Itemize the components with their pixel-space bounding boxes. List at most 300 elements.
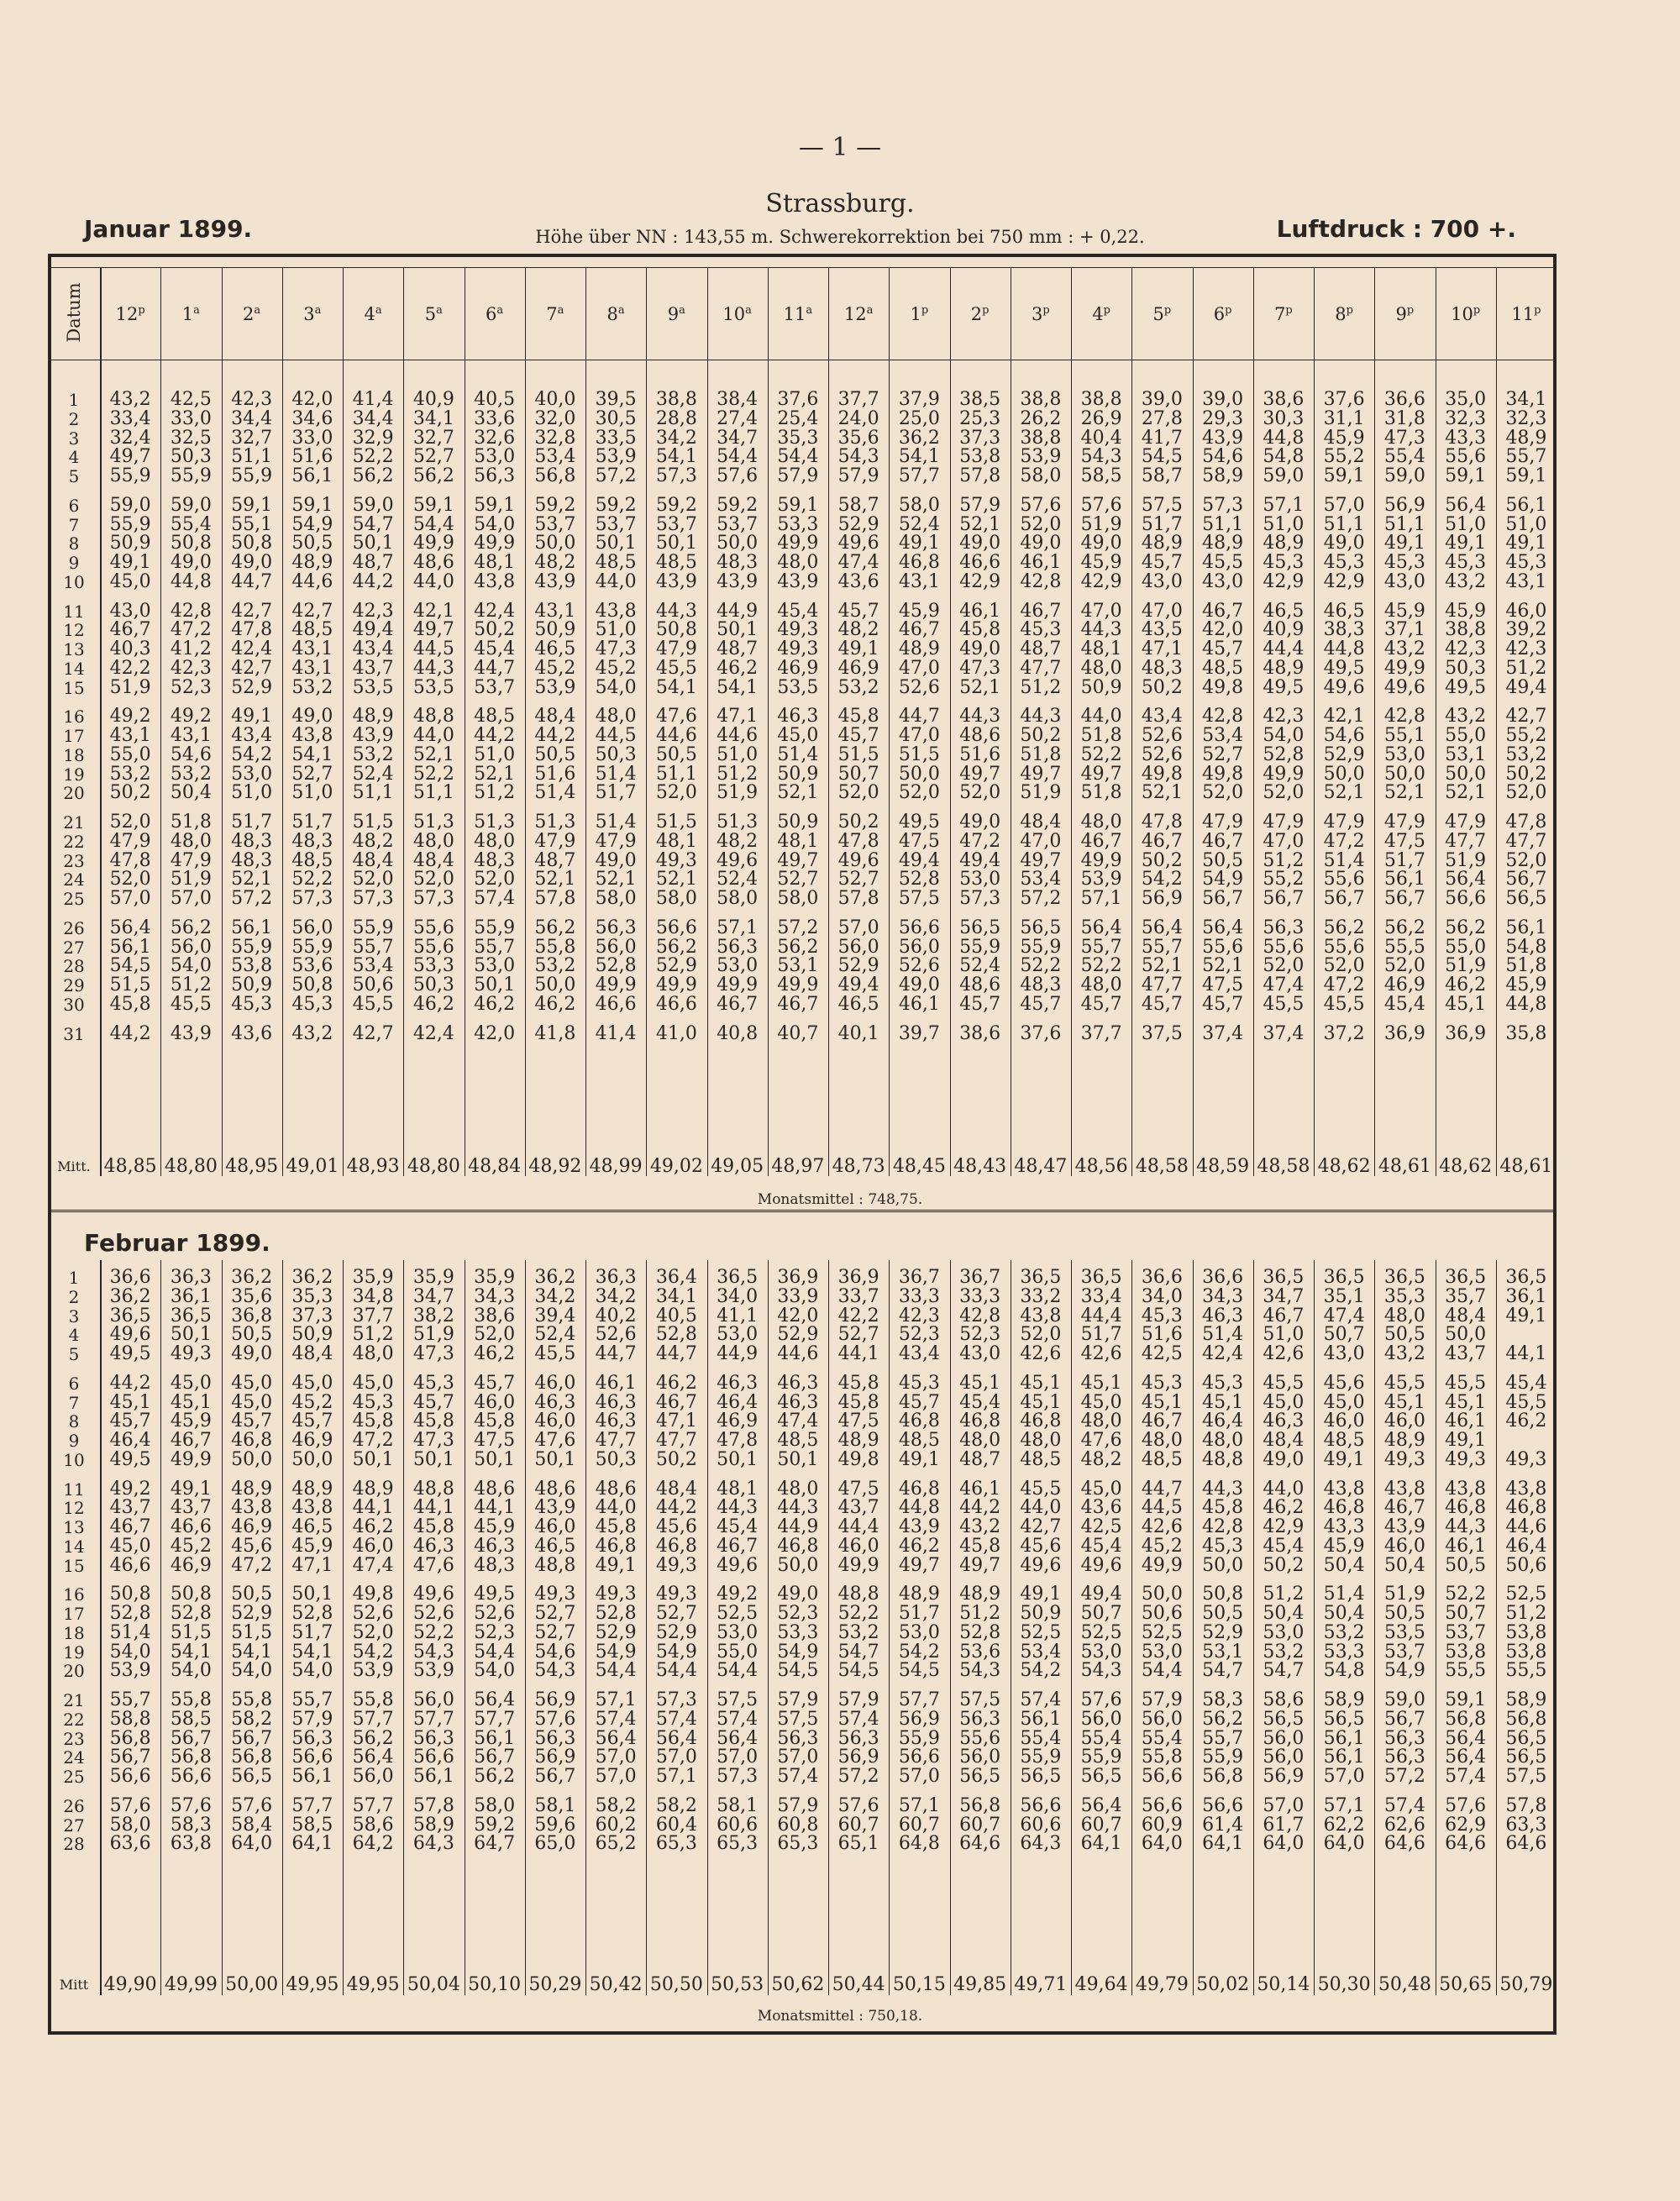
table-cell: 45,8 xyxy=(595,1516,637,1537)
table-cell: 49,0 xyxy=(1263,1448,1305,1470)
table-cell: 51,0 xyxy=(717,743,759,765)
table-cell: 41,7 xyxy=(1141,427,1183,449)
table-cell: 51,7 xyxy=(1141,513,1183,535)
table-cell: 47,3 xyxy=(959,657,1001,679)
table-cell: 44,7 xyxy=(898,706,940,728)
table-cell: 46,7 xyxy=(1020,600,1062,622)
table-cell: 46,6 xyxy=(655,993,697,1015)
table-cell: 60,6 xyxy=(1020,1814,1062,1836)
mitt-cell: 48,58 xyxy=(1257,1156,1310,1177)
table-cell: 56,2 xyxy=(1383,917,1425,938)
table-cell: 33,3 xyxy=(898,1285,940,1307)
table-cell: 46,7 xyxy=(1141,1410,1183,1432)
table-cell: 59,2 xyxy=(474,1814,516,1836)
table-cell: 53,5 xyxy=(412,676,454,698)
table-cell: 58,0 xyxy=(109,1814,151,1836)
table-cell: 51,1 xyxy=(655,763,697,785)
table-cell: 53,4 xyxy=(1202,725,1244,746)
table-cell: 46,1 xyxy=(898,993,940,1015)
table-cell: 41,2 xyxy=(170,638,212,659)
table-cell: 48,4 xyxy=(291,1343,333,1364)
day-number: 8 xyxy=(68,1411,80,1432)
table-cell: 52,1 xyxy=(595,869,637,890)
table-cell: 49,9 xyxy=(1080,849,1122,871)
table-cell: 24,0 xyxy=(837,407,879,429)
table-cell: 48,0 xyxy=(412,830,454,852)
mitt-cell: 50,00 xyxy=(225,1974,279,1995)
table-cell: 44,6 xyxy=(777,1343,819,1364)
table-cell: 42,7 xyxy=(231,600,273,622)
table-cell: 49,6 xyxy=(412,1584,454,1605)
table-cell: 48,3 xyxy=(474,1554,516,1576)
table-cell: 58,0 xyxy=(777,888,819,909)
table-cell: 50,2 xyxy=(837,812,879,833)
table-cell: 50,7 xyxy=(1323,1324,1365,1346)
table-cell: 33,3 xyxy=(959,1285,1001,1307)
table-cell: 47,6 xyxy=(412,1554,454,1576)
table-cell: 54,6 xyxy=(1202,446,1244,468)
table-cell: 50,0 xyxy=(1445,1324,1487,1346)
table-cell: 50,2 xyxy=(109,782,151,804)
table-cell: 42,1 xyxy=(1323,706,1365,728)
table-cell: 47,4 xyxy=(352,1554,394,1576)
table-cell: 45,5 xyxy=(1445,1372,1487,1394)
table-cell: 45,8 xyxy=(109,993,151,1015)
table-cell: 52,6 xyxy=(412,1603,454,1624)
table-cell: 35,0 xyxy=(1445,389,1487,410)
column-header: 5$^p$ xyxy=(1152,304,1172,324)
table-cell: 48,6 xyxy=(474,1478,516,1500)
table-cell: 51,7 xyxy=(291,812,333,833)
table-cell: 51,8 xyxy=(1505,955,1547,977)
table-cell: 47,9 xyxy=(1383,812,1425,833)
table-cell: 45,3 xyxy=(1505,552,1547,573)
table-cell: 36,7 xyxy=(898,1267,940,1288)
day-number: 15 xyxy=(63,1555,85,1576)
table-cell: 55,4 xyxy=(1020,1727,1062,1749)
table-cell: 52,9 xyxy=(655,1621,697,1643)
table-cell: 57,3 xyxy=(655,465,697,486)
table-cell: 33,6 xyxy=(474,407,516,429)
table-cell: 52,0 xyxy=(1383,955,1425,977)
table-cell: 33,0 xyxy=(170,407,212,429)
table-cell: 35,1 xyxy=(1323,1285,1365,1307)
table-cell: 32,5 xyxy=(170,427,212,449)
table-cell: 46,8 xyxy=(898,1478,940,1500)
table-cell: 50,0 xyxy=(534,533,576,554)
table-cell: 62,6 xyxy=(1383,1814,1425,1836)
table-cell: 49,0 xyxy=(959,533,1001,554)
table-cell: 46,2 xyxy=(412,993,454,1015)
table-cell: 56,5 xyxy=(1020,1766,1062,1787)
table-cell: 49,3 xyxy=(655,1554,697,1576)
table-cell: 46,7 xyxy=(898,619,940,641)
table-cell: 55,0 xyxy=(1445,936,1487,958)
table-cell: 51,1 xyxy=(1323,513,1365,535)
table-cell: 52,6 xyxy=(595,1324,637,1346)
table-cell: 57,5 xyxy=(777,1708,819,1730)
table-cell: 54,0 xyxy=(1263,725,1305,746)
table-cell: 36,6 xyxy=(1383,389,1425,410)
table-cell: 57,8 xyxy=(1505,1794,1547,1816)
table-cell: 56,1 xyxy=(1323,1747,1365,1768)
table-cell: 43,8 xyxy=(595,600,637,622)
table-cell: 57,8 xyxy=(412,1794,454,1816)
station-subtitle: Höhe über NN : 143,55 m. Schwerekorrektion bei 750 mm : + 0,22. xyxy=(535,227,1145,247)
table-cell: 42,8 xyxy=(170,600,212,622)
table-cell: 51,7 xyxy=(1383,849,1425,871)
table-cell: 49,7 xyxy=(959,763,1001,785)
table-cell: 48,3 xyxy=(1020,974,1062,995)
table-cell: 48,2 xyxy=(1080,1448,1122,1470)
table-cell: 56,6 xyxy=(291,1747,333,1768)
table-cell: 50,9 xyxy=(777,763,819,785)
table-cell: 52,0 xyxy=(898,782,940,804)
table-cell: 48,9 xyxy=(1383,1430,1425,1451)
column-header: 6$^a$ xyxy=(486,304,504,324)
table-cell: 49,4 xyxy=(837,974,879,995)
table-cell: 50,5 xyxy=(291,533,333,554)
table-cell: 60,7 xyxy=(1080,1814,1122,1836)
table-cell: 55,9 xyxy=(291,936,333,958)
day-number: 11 xyxy=(63,1479,85,1500)
table-cell: 45,3 xyxy=(291,993,333,1015)
table-cell: 56,0 xyxy=(1141,1708,1183,1730)
table-cell: 57,4 xyxy=(777,1766,819,1787)
table-cell: 50,9 xyxy=(291,1324,333,1346)
mitt-label: Mitt xyxy=(59,1977,89,1993)
table-cell: 51,6 xyxy=(534,763,576,785)
table-cell: 53,2 xyxy=(1323,1621,1365,1643)
table-cell: 55,7 xyxy=(1080,936,1122,958)
table-cell: 52,2 xyxy=(291,869,333,890)
table-cell: 53,8 xyxy=(959,446,1001,468)
day-number: 28 xyxy=(63,956,85,977)
table-cell: 54,6 xyxy=(1323,725,1365,746)
table-cell: 43,2 xyxy=(109,389,151,410)
table-cell: 56,6 xyxy=(655,917,697,938)
day-number: 22 xyxy=(63,1709,85,1730)
day-number: 1 xyxy=(68,390,80,410)
table-cell: 57,1 xyxy=(717,917,759,938)
table-cell: 56,4 xyxy=(109,917,151,938)
table-cell: 54,0 xyxy=(170,1660,212,1682)
table-cell: 47,8 xyxy=(231,619,273,641)
table-cell: 48,5 xyxy=(291,619,333,641)
table-cell: 57,5 xyxy=(717,1689,759,1710)
table-cell: 46,2 xyxy=(1505,1410,1547,1432)
table-cell: 57,3 xyxy=(959,888,1001,909)
table-cell: 56,4 xyxy=(655,1727,697,1749)
table-cell: 56,9 xyxy=(534,1689,576,1710)
table-cell: 54,1 xyxy=(291,743,333,765)
table-cell: 62,2 xyxy=(1323,1814,1365,1836)
table-cell: 45,7 xyxy=(1080,993,1122,1015)
table-cell: 48,6 xyxy=(959,974,1001,995)
table-cell: 55,6 xyxy=(412,936,454,958)
table-cell: 56,4 xyxy=(352,1747,394,1768)
table-cell: 48,0 xyxy=(1141,1430,1183,1451)
day-number: 25 xyxy=(63,1767,85,1787)
table-cell: 48,1 xyxy=(474,552,516,573)
table-cell: 56,5 xyxy=(1505,1727,1547,1749)
table-cell: 58,0 xyxy=(717,888,759,909)
table-cell: 51,9 xyxy=(1445,955,1487,977)
table-cell: 42,3 xyxy=(352,600,394,622)
table-cell: 56,7 xyxy=(1383,1708,1425,1730)
table-cell: 47,1 xyxy=(291,1554,333,1576)
table-cell: 49,6 xyxy=(1383,676,1425,698)
table-cell: 49,0 xyxy=(1080,533,1122,554)
table-cell: 43,1 xyxy=(291,638,333,659)
table-cell: 56,6 xyxy=(412,1747,454,1768)
table-cell: 57,4 xyxy=(1445,1766,1487,1787)
table-cell: 50,2 xyxy=(474,619,516,641)
table-cell: 52,6 xyxy=(898,955,940,977)
column-header: 3$^a$ xyxy=(303,304,322,324)
table-cell: 52,0 xyxy=(474,1324,516,1346)
table-cell: 56,3 xyxy=(474,465,516,486)
table-cell: 44,0 xyxy=(595,570,637,592)
table-cell: 56,6 xyxy=(1141,1794,1183,1816)
table-cell: 47,9 xyxy=(109,830,151,852)
table-cell: 36,5 xyxy=(1445,1267,1487,1288)
table-cell: 45,9 xyxy=(291,1535,333,1557)
table-cell: 52,0 xyxy=(1505,849,1547,871)
table-cell: 55,9 xyxy=(231,936,273,958)
table-cell: 50,2 xyxy=(1505,763,1547,785)
table-cell: 52,0 xyxy=(655,782,697,804)
table-cell: 51,9 xyxy=(717,782,759,804)
table-cell: 48,5 xyxy=(1020,1448,1062,1470)
table-cell: 53,2 xyxy=(837,676,879,698)
table-cell: 43,0 xyxy=(1202,570,1244,592)
table-cell: 45,7 xyxy=(959,993,1001,1015)
table-cell: 56,6 xyxy=(109,1766,151,1787)
pressure-label: Luftdruck : 700 +. xyxy=(1276,215,1516,243)
table-cell: 47,7 xyxy=(1505,830,1547,852)
table-cell: 58,3 xyxy=(1202,1689,1244,1710)
table-cell: 52,2 xyxy=(412,1621,454,1643)
table-cell: 43,6 xyxy=(1080,1497,1122,1519)
table-cell: 34,3 xyxy=(474,1285,516,1307)
table-cell: 49,9 xyxy=(777,533,819,554)
table-cell: 53,5 xyxy=(1383,1621,1425,1643)
table-cell: 45,5 xyxy=(1020,1478,1062,1500)
table-cell: 40,4 xyxy=(1080,427,1122,449)
table-cell: 47,3 xyxy=(412,1343,454,1364)
table-cell: 49,2 xyxy=(109,1478,151,1500)
table-cell: 58,9 xyxy=(1323,1689,1365,1710)
table-cell: 46,2 xyxy=(352,1516,394,1537)
table-cell: 44,7 xyxy=(474,657,516,679)
table-cell: 54,6 xyxy=(534,1641,576,1663)
table-cell: 50,8 xyxy=(231,533,273,554)
table-cell: 54,3 xyxy=(1080,446,1122,468)
table-cell: 57,6 xyxy=(717,465,759,486)
table-cell: 48,0 xyxy=(474,830,516,852)
table-cell: 35,8 xyxy=(1505,1022,1547,1044)
table-cell: 45,8 xyxy=(959,619,1001,641)
table-cell: 36,7 xyxy=(959,1267,1001,1288)
table-cell: 51,3 xyxy=(412,812,454,833)
table-cell: 53,9 xyxy=(109,1660,151,1682)
table-cell: 46,8 xyxy=(1505,1497,1547,1519)
table-cell: 54,5 xyxy=(777,1660,819,1682)
table-cell: 51,0 xyxy=(1445,513,1487,535)
table-cell: 45,5 xyxy=(1505,1391,1547,1413)
table-cell: 57,0 xyxy=(595,1747,637,1768)
table-cell: 48,9 xyxy=(1263,657,1305,679)
table-cell: 54,1 xyxy=(231,1641,273,1663)
table-cell: 55,6 xyxy=(1202,936,1244,958)
table-cell: 56,5 xyxy=(1020,917,1062,938)
table-cell: 45,6 xyxy=(231,1535,273,1557)
table-cell: 46,7 xyxy=(717,1535,759,1557)
table-cell: 57,6 xyxy=(1445,1794,1487,1816)
table-cell: 48,7 xyxy=(959,1448,1001,1470)
table-cell: 45,9 xyxy=(1323,1535,1365,1557)
table-cell: 50,7 xyxy=(837,763,879,785)
table-cell: 54,1 xyxy=(291,1641,333,1663)
table-cell: 56,0 xyxy=(898,936,940,958)
table-cell: 46,0 xyxy=(474,1391,516,1413)
table-cell: 50,2 xyxy=(1263,1554,1305,1576)
day-number: 18 xyxy=(63,1622,85,1643)
table-cell: 54,3 xyxy=(412,1641,454,1663)
table-cell: 46,8 xyxy=(655,1535,697,1557)
table-cell: 42,3 xyxy=(231,389,273,410)
table-cell: 52,7 xyxy=(534,1603,576,1624)
table-cell: 43,8 xyxy=(291,1497,333,1519)
table-cell: 42,2 xyxy=(109,657,151,679)
table-cell: 43,8 xyxy=(291,725,333,746)
table-cell: 57,2 xyxy=(231,888,273,909)
table-cell: 54,0 xyxy=(474,1660,516,1682)
table-cell: 64,3 xyxy=(412,1833,454,1855)
table-cell: 34,7 xyxy=(717,427,759,449)
table-cell: 56,4 xyxy=(1080,917,1122,938)
table-cell: 42,8 xyxy=(1020,570,1062,592)
table-cell: 56,2 xyxy=(352,465,394,486)
table-cell: 59,1 xyxy=(231,494,273,516)
table-cell: 52,4 xyxy=(898,513,940,535)
table-cell: 38,2 xyxy=(412,1305,454,1326)
table-cell: 64,7 xyxy=(474,1833,516,1855)
table-cell: 36,5 xyxy=(1020,1267,1062,1288)
table-cell: 47,9 xyxy=(1445,812,1487,833)
table-cell: 57,7 xyxy=(412,1708,454,1730)
table-cell: 55,7 xyxy=(1202,1727,1244,1749)
table-cell: 46,8 xyxy=(231,1430,273,1451)
table-cell: 56,0 xyxy=(1080,1708,1122,1730)
table-cell: 56,6 xyxy=(1141,1766,1183,1787)
table-cell: 45,9 xyxy=(170,1410,212,1432)
table-cell: 36,9 xyxy=(1383,1022,1425,1044)
table-cell: 50,5 xyxy=(1383,1603,1425,1624)
table-cell: 47,1 xyxy=(655,1410,697,1432)
table-cell: 52,0 xyxy=(352,1621,394,1643)
table-cell: 45,2 xyxy=(595,657,637,679)
table-cell: 45,3 xyxy=(1263,552,1305,573)
table-cell: 45,7 xyxy=(412,1391,454,1413)
table-cell: 49,6 xyxy=(1020,1554,1062,1576)
table-cell: 48,5 xyxy=(1141,1448,1183,1470)
table-cell: 51,1 xyxy=(412,782,454,804)
table-cell: 33,5 xyxy=(595,427,637,449)
table-cell: 51,1 xyxy=(1383,513,1425,535)
table-cell: 36,5 xyxy=(1383,1267,1425,1288)
table-cell: 53,0 xyxy=(231,763,273,785)
table-cell: 46,0 xyxy=(837,1535,879,1557)
table-cell: 49,0 xyxy=(291,706,333,728)
table-cell: 50,1 xyxy=(717,619,759,641)
table-cell: 56,2 xyxy=(1445,917,1487,938)
table-cell: 45,0 xyxy=(109,570,151,592)
table-cell: 47,1 xyxy=(1141,638,1183,659)
table-cell: 56,8 xyxy=(231,1747,273,1768)
table-cell: 54,9 xyxy=(777,1641,819,1663)
table-cell: 49,0 xyxy=(595,849,637,871)
table-cell: 58,0 xyxy=(655,888,697,909)
table-cell: 55,9 xyxy=(109,513,151,535)
table-cell: 56,5 xyxy=(231,1766,273,1787)
table-cell: 43,8 xyxy=(1505,1478,1547,1500)
table-cell: 51,4 xyxy=(777,743,819,765)
day-number: 27 xyxy=(63,937,85,958)
table-cell: 54,3 xyxy=(959,1660,1001,1682)
table-cell: 51,9 xyxy=(1020,782,1062,804)
table-cell: 56,5 xyxy=(959,917,1001,938)
table-cell: 39,7 xyxy=(898,1022,940,1044)
table-cell: 52,0 xyxy=(959,782,1001,804)
table-cell: 51,7 xyxy=(898,1603,940,1624)
table-cell: 55,0 xyxy=(109,743,151,765)
table-cell: 42,5 xyxy=(170,389,212,410)
table-cell: 43,6 xyxy=(837,570,879,592)
table-cell: 36,9 xyxy=(777,1267,819,1288)
table-cell: 34,4 xyxy=(352,407,394,429)
table-cell: 50,5 xyxy=(231,1324,273,1346)
table-cell: 64,0 xyxy=(1141,1833,1183,1855)
table-cell: 49,7 xyxy=(109,446,151,468)
table-cell: 44,2 xyxy=(655,1497,697,1519)
table-cell: 52,7 xyxy=(777,869,819,890)
table-cell: 49,3 xyxy=(777,619,819,641)
table-cell: 59,1 xyxy=(1505,465,1547,486)
table-cell: 57,5 xyxy=(959,1689,1001,1710)
table-cell: 45,3 xyxy=(1445,552,1487,573)
table-cell: 34,2 xyxy=(534,1285,576,1307)
table-cell: 49,3 xyxy=(655,849,697,871)
column-header: 7$^a$ xyxy=(546,304,564,324)
february-title: Februar 1899. xyxy=(84,1229,270,1257)
table-cell: 49,1 xyxy=(1505,1305,1547,1326)
table-cell: 57,0 xyxy=(717,1747,759,1768)
table-cell: 38,8 xyxy=(1445,619,1487,641)
table-cell: 45,0 xyxy=(1080,1391,1122,1413)
table-cell: 47,5 xyxy=(837,1478,879,1500)
table-cell: 49,3 xyxy=(655,1584,697,1605)
table-cell: 56,6 xyxy=(1202,1794,1244,1816)
table-cell: 55,4 xyxy=(1383,446,1425,468)
table-cell: 44,5 xyxy=(412,638,454,659)
table-cell: 57,6 xyxy=(170,1794,212,1816)
table-cell: 44,8 xyxy=(1263,427,1305,449)
table-cell: 47,0 xyxy=(1141,600,1183,622)
table-cell: 55,8 xyxy=(352,1689,394,1710)
table-cell: 48,5 xyxy=(655,552,697,573)
